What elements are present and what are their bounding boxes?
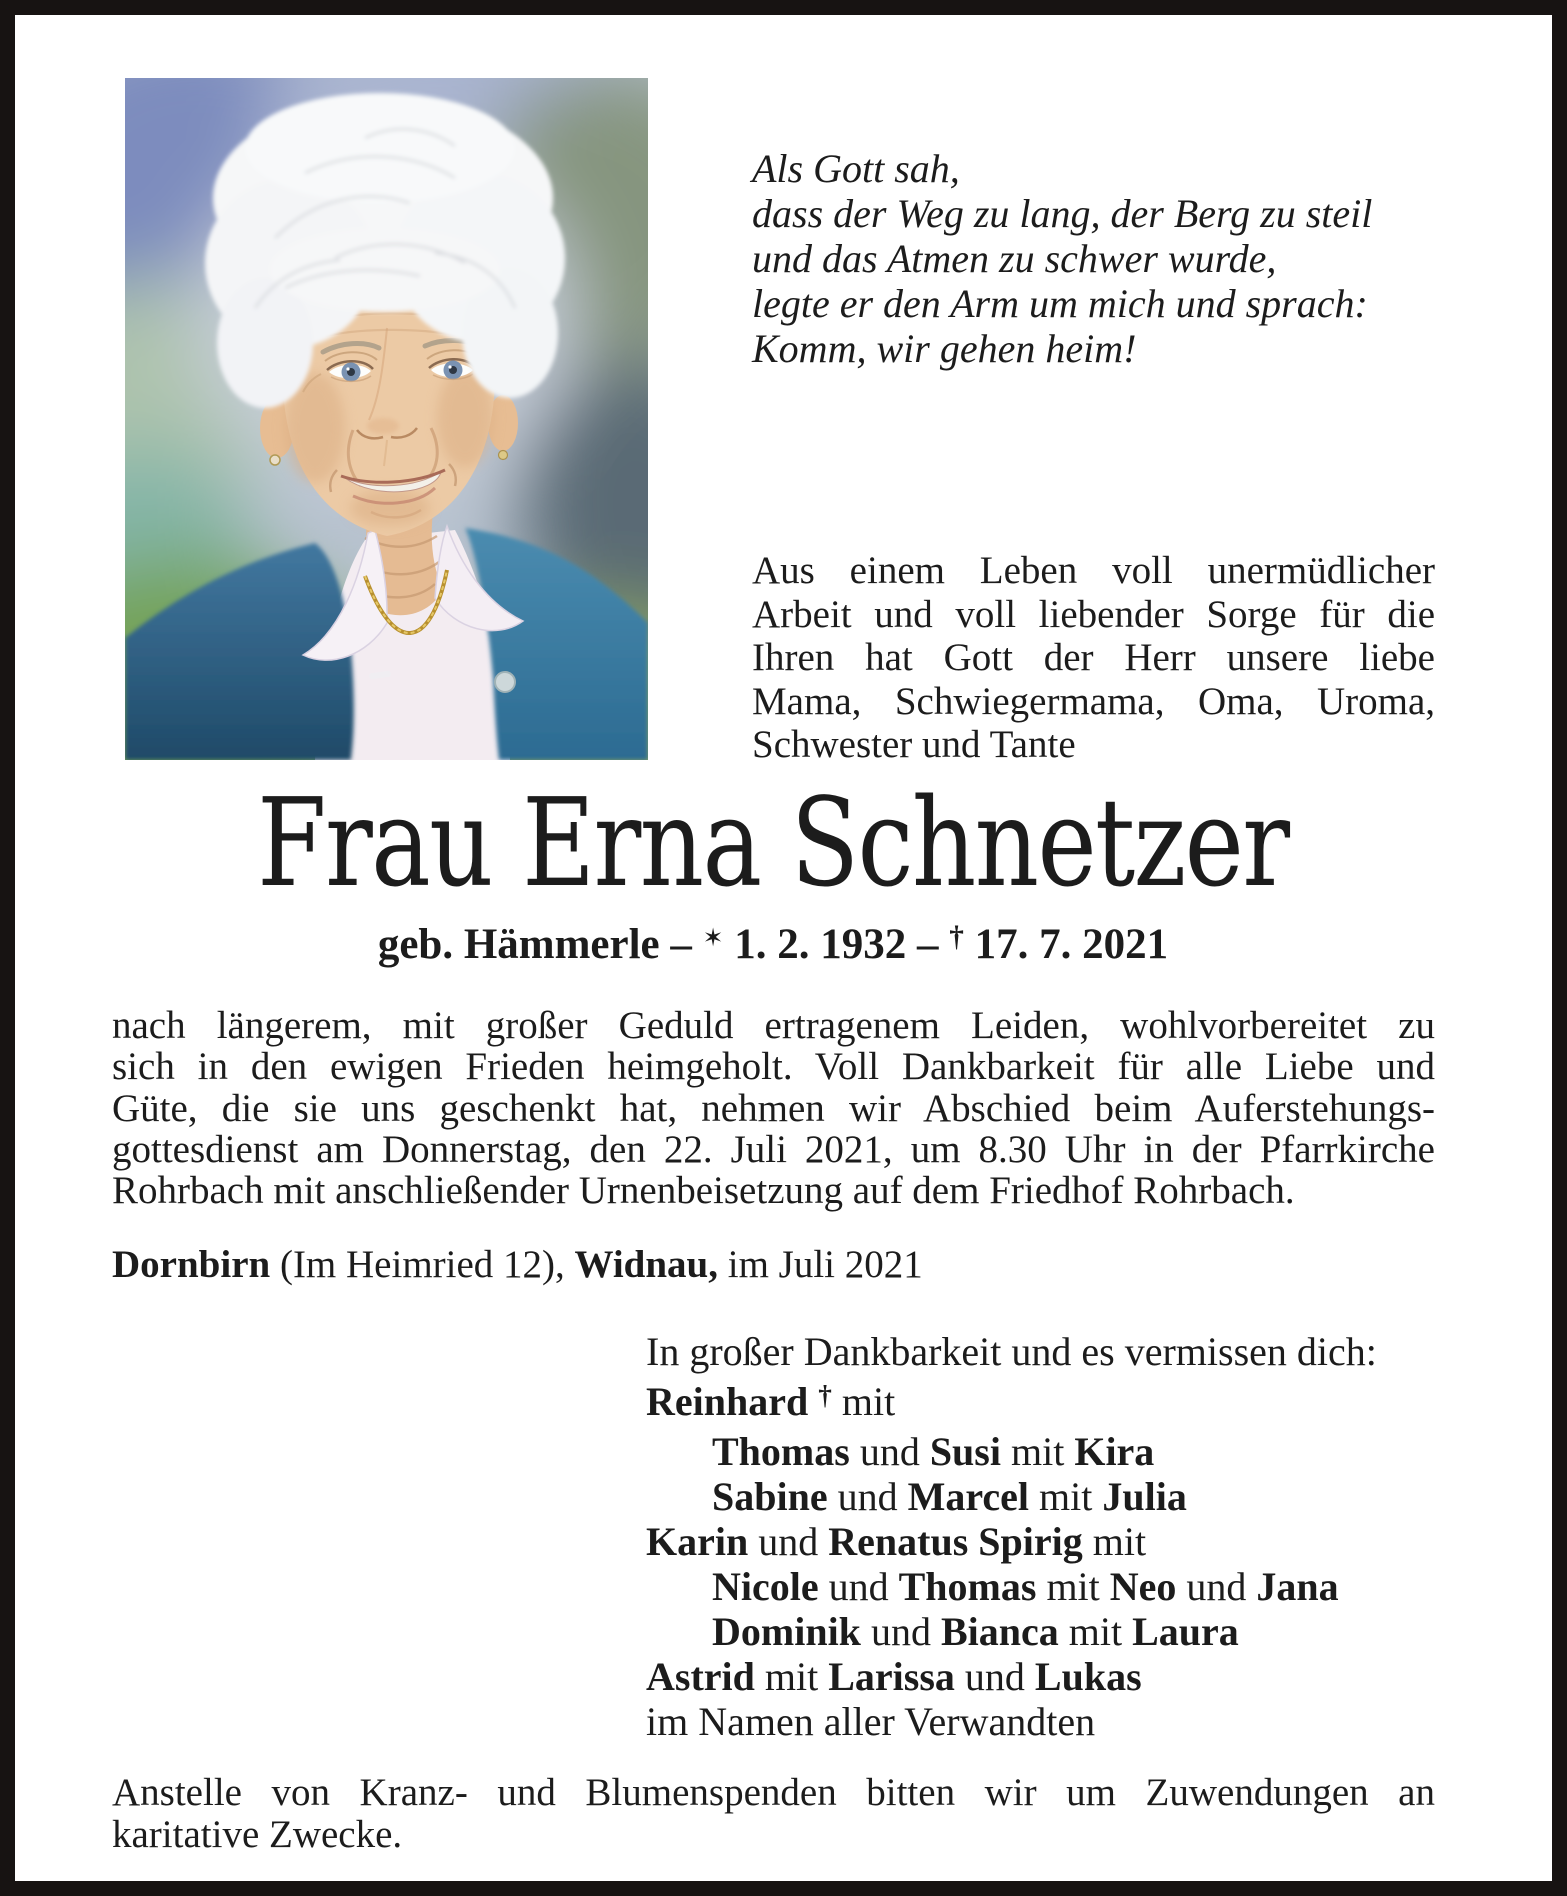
poem [752,146,1372,371]
text-segment: Lukas [1034,1654,1142,1699]
text-segment: mit [1082,1519,1147,1564]
poem-line: dass der Weg zu lang, der Berg zu steil [752,191,1373,236]
text-segment: Nicole [712,1564,819,1609]
text-line: nach längerem, mit großer Geduld ertragenem Leiden, wohlvorbereitet zu [112,1004,1435,1047]
text-segment [808,1379,818,1424]
text-segment: 17. 7. 2021 [963,921,1169,968]
text-segment: Kira [1074,1429,1155,1474]
mourner-line [712,1474,1377,1519]
portrait-photo [125,78,648,760]
text-segment: und [748,1519,829,1564]
earring-left [270,455,280,465]
text-segment: und [860,1609,941,1654]
mourner-line [646,1379,1377,1429]
text-segment: † [818,1379,832,1410]
text-segment: ✶ [702,922,724,952]
deceased-name [112,772,1434,914]
mourner-line [646,1654,1377,1699]
text-line: Ihren hat Gott der Herr unsere liebe [752,636,1435,679]
mourner-line [712,1429,1377,1474]
mourner-line [712,1564,1377,1609]
text-line: sich in den ewigen Frieden heimgeholt. Voll Dankbarkeit für alle Liebe und [112,1045,1435,1089]
text-segment: mit [1036,1564,1110,1609]
poem-line: legte er den Arm um mich und sprach: [752,281,1368,326]
place-date-line [112,1243,1435,1288]
place-date-text [112,1243,1435,1288]
mourner-line [646,1329,1377,1374]
text-segment: Laura [1132,1609,1239,1654]
text-segment: mit [831,1379,896,1424]
text-segment: Karin [646,1519,749,1564]
text-segment: mit [1000,1429,1075,1474]
mourner-line [646,1699,1377,1744]
text-segment: Dominik [712,1609,861,1654]
text-segment: In großer Dankbarkeit und es vermissen dich: [646,1329,1377,1374]
text-segment: † [949,920,964,953]
text-segment: und [1176,1564,1257,1609]
text-segment: mit [754,1654,829,1699]
text-line: karitative Zwecke. [112,1812,403,1856]
earring-right [499,451,508,460]
text-segment: mit [1029,1474,1103,1519]
mourners-list [646,1329,1377,1744]
text-segment: und [827,1474,908,1519]
text-line: Aus einem Leben voll unermüdlicher [752,549,1435,592]
text-segment: Sabine [712,1474,828,1519]
announcement-paragraph [112,1005,1435,1211]
text-segment: mit [1058,1609,1133,1654]
text-segment: Thomas [898,1564,1037,1609]
text-segment: Reinhard [646,1379,809,1424]
poem-line: Komm, wir gehen heim! [752,326,1137,371]
text-segment: Marcel [907,1474,1030,1519]
mourner-line [646,1519,1377,1564]
text-line: Güte, die sie uns geschenkt hat, nehmen wir Abschied beim Auferstehungs- [112,1086,1435,1130]
donation-note [112,1772,1435,1855]
text-segment: geb. Hämmerle – [377,921,703,968]
mourner-line [712,1609,1377,1654]
text-segment: 1. 2. 1932 – [723,921,950,968]
text-line: Mama, Schwiegermama, Oma, Uroma, [752,679,1435,723]
text-segment: Thomas [712,1429,850,1474]
poem-line: und das Atmen zu schwer wurde, [752,236,1277,281]
text-segment: und [954,1654,1035,1699]
birth-death-line [112,920,1434,969]
deceased-name-text: Frau Erna Schnetzer [257,772,1289,914]
text-segment: Susi [929,1429,1001,1474]
text-segment: und [818,1564,899,1609]
text-segment: Neo [1109,1564,1177,1609]
text-line: gottesdienst am Donnerstag, den 22. Juli 2021, um 8.30 Uhr in der Pfarrkirche [112,1127,1435,1171]
text-segment: Jana [1256,1564,1339,1609]
text-line: Rohrbach mit anschließender Urnenbeisetzung auf dem Friedhof Rohrbach. [112,1169,1295,1213]
text-segment: Bianca [940,1609,1059,1654]
text-line: Arbeit und voll liebender Sorge für die [752,592,1435,636]
text-line: Schwester und Tante [752,723,1076,766]
intro-paragraph [752,549,1435,767]
poem-line: Als Gott sah, [752,146,960,191]
text-segment: im Juli 2021 [717,1243,923,1286]
text-segment: und [849,1429,930,1474]
text-segment: (Im Heimried 12), [270,1243,575,1286]
text-segment: Astrid [646,1654,755,1699]
text-segment: Julia [1102,1474,1187,1519]
text-segment: Larissa [828,1654,955,1699]
text-line: Anstelle von Kranz- und Blumenspenden bitten wir um Zuwendungen an [112,1771,1435,1814]
birth-death-text [112,920,1434,969]
text-segment: im Namen aller Verwandten [646,1699,1096,1744]
text-segment: Renatus Spirig [828,1519,1083,1564]
text-segment: Widnau, [574,1243,718,1286]
text-segment: Dornbirn [112,1243,271,1286]
